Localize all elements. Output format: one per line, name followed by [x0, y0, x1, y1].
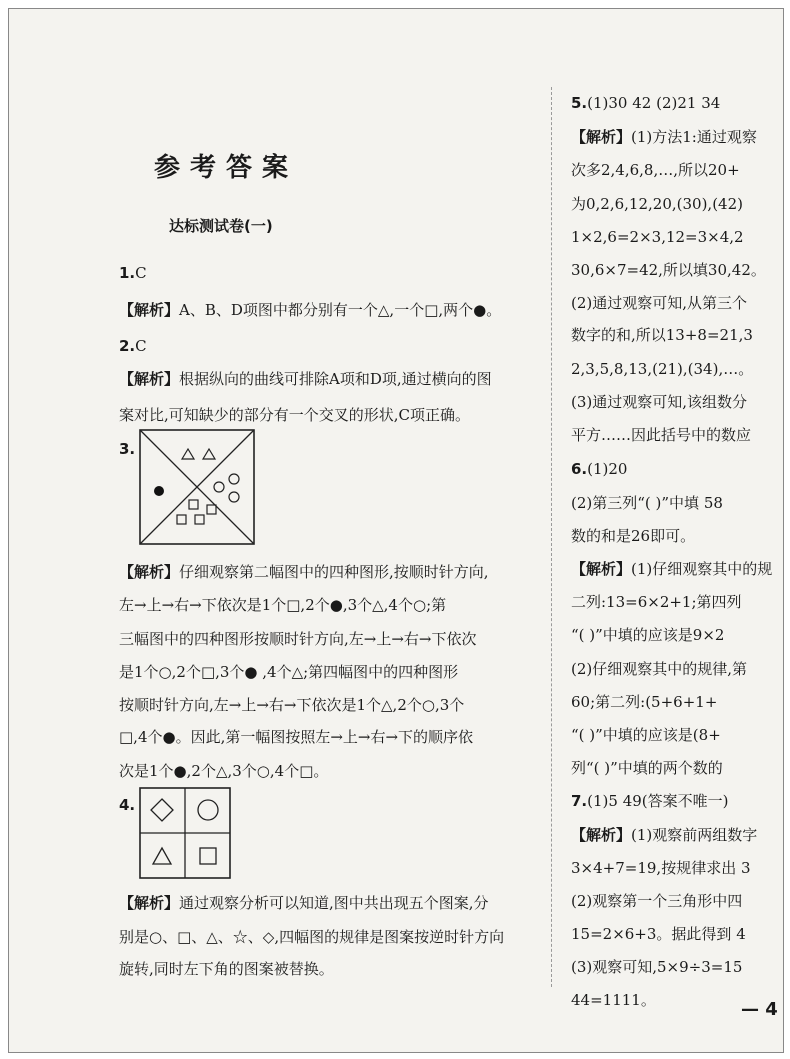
q3-figure: [139, 429, 255, 545]
analysis-line: 【解析】A、B、D项图中都分别有一个△,一个□,两个●。: [119, 301, 502, 319]
analysis-line: 二列:13=6×2+1;第四列: [571, 593, 742, 611]
analysis-line: □,4个●。因此,第一幅图按照左→上→右→下的顺序依: [119, 728, 474, 746]
analysis-line: 2,3,5,8,13,(21),(34),…。: [571, 360, 754, 378]
q4-figure: [139, 787, 231, 879]
analysis-line: (3)通过观察可知,该组数分: [571, 393, 748, 411]
analysis-line: 左→上→右→下依次是1个□,2个●,3个△,4个○;第: [119, 596, 447, 614]
answer-line: 7.(1)5 49(答案不唯一): [571, 792, 729, 810]
analysis-line: 【解析】(1)观察前两组数字: [571, 826, 758, 844]
analysis-line: 次多2,4,6,8,…,所以20+: [571, 161, 740, 179]
analysis-line: 列“( )”中填的两个数的: [571, 759, 723, 777]
analysis-line: (2)观察第一个三角形中四: [571, 892, 743, 910]
analysis-line: 数字的和,所以13+8=21,3: [571, 326, 753, 344]
analysis-line: 44=1111。: [571, 991, 656, 1009]
analysis-line: 1×2,6=2×3,12=3×4,2: [571, 228, 744, 246]
answer-page: [9, 9, 783, 1052]
analysis-line: 60;第二列:(5+6+1+: [571, 693, 718, 711]
section-title: 达标测试卷(一): [169, 217, 273, 235]
answer-line: 4.: [119, 796, 136, 814]
column-divider: [551, 87, 552, 987]
analysis-line: “( )”中填的应该是(8+: [571, 726, 721, 744]
analysis-line: 别是○、□、△、☆、◇,四幅图的规律是图案按逆时针方向: [119, 928, 505, 946]
analysis-line: (3)观察可知,5×9÷3=15: [571, 958, 743, 976]
analysis-line: (2)第三列“( )”中填 58: [571, 494, 723, 512]
analysis-line: 平方……因此括号中的数应: [571, 426, 752, 444]
analysis-line: 【解析】(1)仔细观察其中的规: [571, 560, 773, 578]
analysis-line: 【解析】根据纵向的曲线可排除A项和D项,通过横向的图: [119, 370, 492, 388]
analysis-line: 【解析】(1)方法1:通过观察: [571, 128, 757, 146]
analysis-line: 数的和是26即可。: [571, 527, 696, 545]
analysis-line: 【解析】通过观察分析可以知道,图中共出现五个图案,分: [119, 894, 489, 912]
analysis-line: 15=2×6+3。据此得到 4: [571, 925, 746, 943]
answer-line: 6.(1)20: [571, 460, 628, 478]
analysis-line: 【解析】仔细观察第二幅图中的四种图形,按顺时针方向,: [119, 563, 489, 581]
answer-line: 1.C: [119, 264, 147, 282]
analysis-line: 按顺时针方向,左→上→右→下依次是1个△,2个○,3个: [119, 696, 465, 714]
right-column: [571, 9, 783, 1052]
page-title: 参考答案: [154, 153, 299, 183]
analysis-line: (2)仔细观察其中的规律,第: [571, 660, 748, 678]
analysis-line: 三幅图中的四种图形按顺时针方向,左→上→右→下依次: [119, 630, 477, 648]
page-frame: [8, 8, 784, 1053]
analysis-line: 30,6×7=42,所以填30,42。: [571, 261, 766, 279]
answer-line: 3.: [119, 440, 136, 458]
page-number: — 4: [741, 999, 778, 1020]
answer-line: 5.(1)30 42 (2)21 34: [571, 94, 721, 112]
analysis-line: (2)通过观察可知,从第三个: [571, 294, 748, 312]
analysis-line: 次是1个●,2个△,3个○,4个□。: [119, 762, 329, 780]
answer-line: 2.C: [119, 337, 147, 355]
analysis-line: 是1个○,2个□,3个● ,4个△;第四幅图中的四种图形: [119, 663, 459, 681]
analysis-line: 为0,2,6,12,20,(30),(42): [571, 195, 743, 213]
analysis-line: “( )”中填的应该是9×2: [571, 626, 725, 644]
analysis-line: 旋转,同时左下角的图案被替换。: [119, 960, 334, 978]
analysis-line: 3×4+7=19,按规律求出 3: [571, 859, 751, 877]
analysis-line: 案对比,可知缺少的部分有一个交叉的形状,C项正确。: [119, 406, 471, 424]
